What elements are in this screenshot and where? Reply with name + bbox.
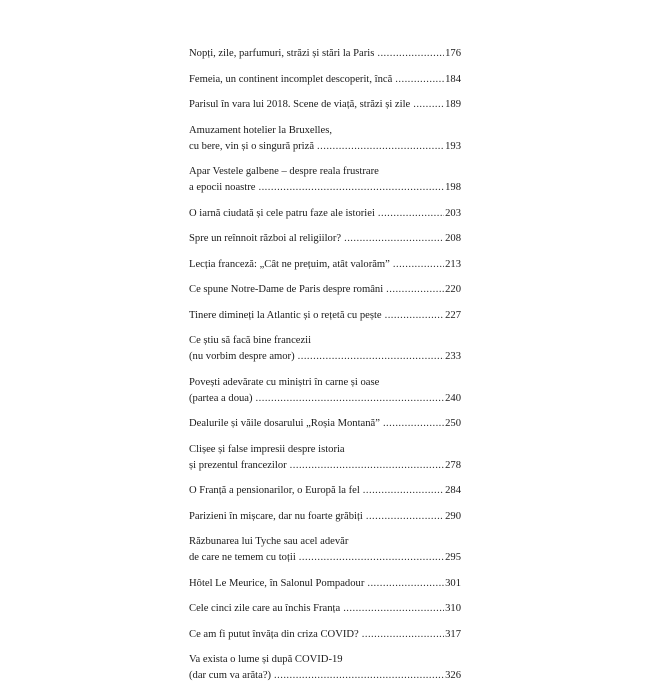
toc-entry: [189, 601, 461, 617]
dot-leader: [362, 627, 444, 643]
toc-entry-page-number: 284: [445, 485, 461, 496]
dot-leader: [413, 97, 444, 113]
toc-entry-title: a epocii noastre: [189, 182, 256, 193]
toc-entry-title: Răzbunarea lui Tyche sau acel adevăr: [189, 536, 349, 547]
toc-entry: [189, 509, 461, 525]
dot-leader: [258, 180, 444, 196]
toc-entry-title: și prezentul francezilor: [189, 459, 287, 471]
toc-entry-page-number: 240: [445, 392, 461, 404]
toc-entry: [189, 308, 461, 324]
toc-entry-page-number: 220: [445, 284, 461, 295]
toc-entry: [189, 123, 461, 155]
toc-entry-line: [189, 458, 461, 474]
toc-entry-title: Ce știu să facă bine francezii: [189, 335, 312, 346]
toc-entry-page-number: 301: [445, 577, 461, 589]
toc-entry-line: [189, 483, 461, 499]
toc-entry-line: [189, 180, 461, 196]
toc-entry-title: Ce am fi putut învăța din criza COVID?: [189, 628, 359, 640]
toc-entry-page-number: 213: [445, 258, 461, 270]
toc-entry-title: Va exista o lume și după COVID-19: [189, 654, 343, 665]
dot-leader: [377, 46, 444, 62]
toc-entry-line: [189, 375, 461, 391]
toc-entry-title: (partea a doua): [189, 392, 253, 404]
toc-entry-line: [189, 391, 461, 407]
toc-entry-page-number: 189: [445, 99, 461, 110]
dot-leader: [386, 282, 444, 298]
dot-leader: [378, 206, 444, 222]
toc-entry-page-number: 176: [445, 48, 461, 59]
dot-leader: [256, 391, 445, 407]
toc-entry-title: Dealurile și văile dosarului „Roșia Montană”: [189, 418, 380, 429]
toc-entry-title: Parisul în vara lui 2018. Scene de viață, străzi și zile: [189, 99, 411, 110]
toc-entry-line: [189, 139, 461, 155]
toc-entry: [189, 375, 461, 407]
toc-entry-line: [189, 550, 461, 566]
toc-entry-title: Tinere dimineți la Atlantic și o rețetă cu pește: [189, 309, 382, 321]
toc-entry: [189, 534, 461, 566]
toc-entry-title: de care ne temem cu toții: [189, 552, 296, 563]
toc-entry-page-number: 184: [445, 73, 461, 85]
toc-entry-page-number: 227: [445, 309, 461, 321]
toc-entry-line: [189, 652, 461, 668]
toc-entry-line: [189, 576, 461, 592]
toc-entry-title: Lecția franceză: „Cât ne prețuim, atât valorăm”: [189, 258, 390, 270]
dot-leader: [290, 458, 444, 474]
toc-entry-page-number: 278: [445, 459, 461, 471]
toc-entry-line: [189, 349, 461, 365]
toc-entry-page-number: 310: [445, 603, 461, 614]
toc-entry-title: Spre un reînnoit război al religiilor?: [189, 233, 342, 244]
toc-entry-line: [189, 123, 461, 139]
toc-entry-line: [189, 333, 461, 349]
toc-entry-title: (nu vorbim despre amor): [189, 351, 295, 362]
toc-entry: [189, 72, 461, 88]
dot-leader: [395, 72, 444, 88]
toc-entry-line: [189, 282, 461, 298]
dot-leader: [383, 416, 444, 432]
toc-entry: [189, 416, 461, 432]
toc-entry-line: [189, 601, 461, 617]
toc-entry: [189, 652, 461, 684]
toc-entry-page-number: 233: [445, 351, 461, 362]
toc-entry-title: Amuzament hotelier la Bruxelles,: [189, 124, 332, 136]
toc-entry: [189, 257, 461, 273]
toc-entry: [189, 164, 461, 196]
dot-leader: [366, 509, 444, 525]
toc-entry-title: (dar cum va arăta?): [189, 670, 272, 681]
toc-entry-line: [189, 46, 461, 62]
toc-entry: [189, 282, 461, 298]
dot-leader: [343, 601, 444, 617]
dot-leader: [344, 231, 444, 247]
toc-entry-line: [189, 442, 461, 458]
toc-entry-line: [189, 257, 461, 273]
toc-entry-title: Parizieni în mișcare, dar nu foarte grăbiți: [189, 510, 363, 522]
toc-entry-line: [189, 72, 461, 88]
dot-leader: [367, 576, 444, 592]
toc-entry-line: [189, 668, 461, 684]
toc-entry-line: [189, 627, 461, 643]
toc-entry-title: Ce spune Notre-Dame de Paris despre români: [189, 284, 384, 295]
toc-entry-line: [189, 97, 461, 113]
toc-entry-page-number: 203: [445, 207, 461, 219]
toc-entry-title: cu bere, vin și o singură priză: [189, 140, 315, 152]
dot-leader: [299, 550, 444, 566]
toc-entry-title: Cele cinci zile care au închis Franța: [189, 603, 341, 614]
toc-entry-title: Femeia, un continent incomplet descoperit, încă: [189, 73, 393, 85]
toc-entry-line: [189, 416, 461, 432]
toc-entry: [189, 576, 461, 592]
toc-entry: [189, 206, 461, 222]
toc-entry-page-number: 250: [445, 418, 461, 429]
toc-entry-page-number: 317: [445, 628, 461, 640]
toc-entry-line: [189, 231, 461, 247]
toc-entry-title: O Franță a pensionarilor, o Europă la fel: [189, 485, 360, 496]
toc-entry-page-number: 326: [445, 670, 461, 681]
dot-leader: [317, 139, 444, 155]
toc-entry-page-number: 198: [445, 182, 461, 193]
dot-leader: [385, 308, 445, 324]
toc-entry-title: Povești adevărate cu miniștri în carne și oase: [189, 376, 380, 388]
toc-entry-line: [189, 308, 461, 324]
toc-entry-title: O iarnă ciudată și cele patru faze ale istoriei: [189, 207, 375, 219]
toc-entry: [189, 97, 461, 113]
toc-entry: [189, 442, 461, 474]
toc-entry-title: Hôtel Le Meurice, în Salonul Pompadour: [189, 577, 365, 589]
toc-entry-line: [189, 509, 461, 525]
dot-leader: [363, 483, 444, 499]
toc-entry-page-number: 193: [445, 140, 461, 152]
toc-entry-title: Nopți, zile, parfumuri, străzi și stări la Paris: [189, 48, 375, 59]
toc-entry: [189, 231, 461, 247]
toc-entry: [189, 333, 461, 365]
toc-entry: [189, 627, 461, 643]
toc-entry: [189, 46, 461, 62]
dot-leader: [393, 257, 444, 273]
toc-entry-title: Clișee și false impresii despre istoria: [189, 443, 345, 455]
toc-entry-page-number: 208: [445, 233, 461, 244]
table-of-contents: [189, 46, 461, 694]
dot-leader: [298, 349, 444, 365]
toc-entry-line: [189, 534, 461, 550]
toc-entry-page-number: 290: [445, 510, 461, 522]
toc-entry: [189, 483, 461, 499]
toc-entry-page-number: 295: [445, 552, 461, 563]
toc-entry-line: [189, 164, 461, 180]
toc-entry-title: Apar Vestele galbene – despre reala frustrare: [189, 166, 379, 177]
toc-entry-line: [189, 206, 461, 222]
dot-leader: [274, 668, 444, 684]
